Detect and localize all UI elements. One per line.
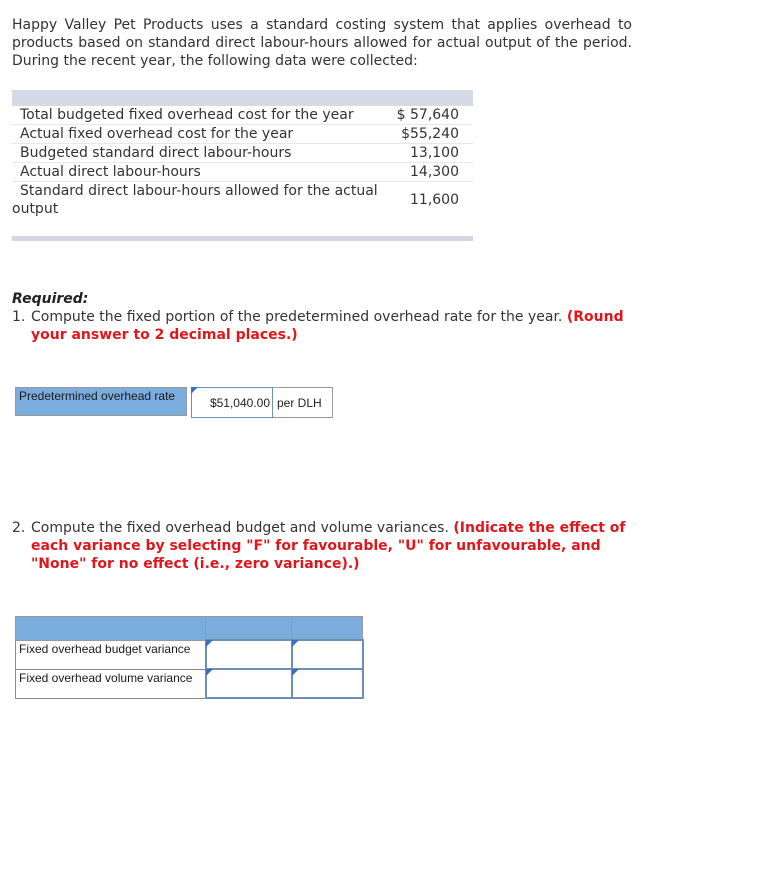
row-label: Actual fixed overhead cost for the year bbox=[12, 125, 393, 144]
table-row bbox=[12, 106, 473, 125]
variance-label: Fixed overhead volume variance bbox=[16, 669, 206, 698]
input-flag-icon bbox=[292, 669, 299, 676]
row-value: $ 57,640 bbox=[393, 106, 473, 125]
volume-variance-effect-select[interactable] bbox=[292, 669, 363, 698]
row-value: 11,600 bbox=[410, 192, 459, 208]
cost-data-table bbox=[12, 90, 473, 241]
rate-label: Predetermined overhead rate bbox=[15, 387, 187, 416]
question-instruction: (Indicate the effect of each variance by selecting "F" for favourable, "U" for unfavourable, and "None" for no effect (i.e., zero variance).) bbox=[31, 520, 626, 572]
table-row bbox=[16, 669, 363, 698]
rate-input-value: $51,040.00 bbox=[209, 395, 270, 410]
rate-answer-row bbox=[15, 387, 333, 418]
volume-variance-amount-input[interactable] bbox=[206, 669, 292, 698]
table-row bbox=[16, 640, 363, 669]
budget-variance-effect-select[interactable] bbox=[292, 640, 363, 669]
row-label bbox=[12, 182, 393, 219]
table-row bbox=[12, 144, 473, 163]
variance-label: Fixed overhead budget variance bbox=[16, 640, 206, 669]
question-text: Compute the fixed overhead budget and volume variances. bbox=[31, 520, 449, 536]
rate-unit: per DLH bbox=[273, 387, 333, 418]
row-value: 14,300 bbox=[393, 163, 473, 182]
row-label: Actual direct labour-hours bbox=[12, 163, 393, 182]
row-label-line2: output bbox=[12, 201, 59, 217]
question-text: Compute the fixed portion of the predetermined overhead rate for the year. bbox=[31, 309, 563, 325]
variance-header-row bbox=[16, 617, 363, 641]
row-label: Total budgeted fixed overhead cost for the year bbox=[12, 106, 393, 125]
required-section bbox=[12, 290, 642, 344]
row-label-line1: Standard direct labour-hours allowed for the actual bbox=[20, 183, 378, 199]
question-2 bbox=[12, 519, 642, 573]
question-number: 2. bbox=[12, 520, 26, 536]
input-flag-icon bbox=[206, 640, 213, 647]
input-flag-icon bbox=[191, 387, 198, 394]
required-title: Required: bbox=[12, 291, 89, 307]
input-flag-icon bbox=[292, 640, 299, 647]
row-label: Budgeted standard direct labour-hours bbox=[12, 144, 393, 163]
variance-table bbox=[15, 616, 364, 699]
table-row bbox=[12, 163, 473, 182]
table-row bbox=[12, 125, 473, 144]
question-instruction: (Round your answer to 2 decimal places.) bbox=[31, 309, 624, 343]
intro-paragraph: Happy Valley Pet Products uses a standard costing system that applies overhead to products based on standard direct labour-hours allowed for actual output of the period. During the recent year, the following data were collected: bbox=[12, 17, 632, 69]
row-value: $55,240 bbox=[393, 125, 473, 144]
table-row bbox=[12, 182, 473, 219]
rate-input[interactable] bbox=[191, 387, 273, 418]
row-value: 13,100 bbox=[393, 144, 473, 163]
question-1 bbox=[12, 308, 642, 344]
budget-variance-amount-input[interactable] bbox=[206, 640, 292, 669]
input-flag-icon bbox=[206, 669, 213, 676]
question-number: 1. bbox=[12, 309, 26, 325]
